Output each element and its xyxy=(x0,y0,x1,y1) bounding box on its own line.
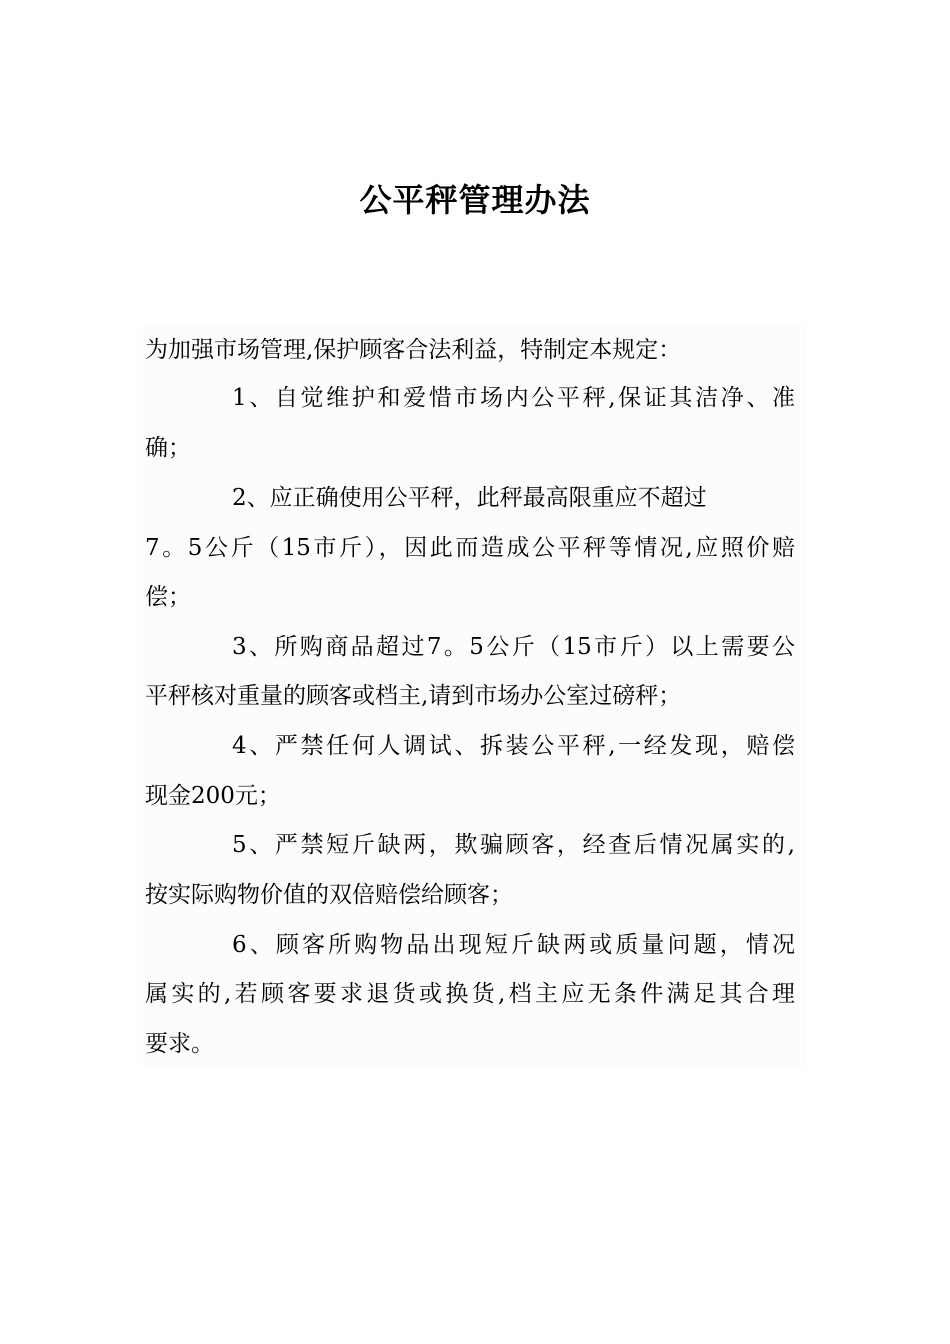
rule-5-line-2: 按实际购物价值的双倍赔偿给顾客； xyxy=(145,882,513,908)
rule-2-line-2: 7。5公斤（15市斤），因此而造成公平秤等情况,应照价赔 xyxy=(145,535,795,561)
rule-1-line-1: 1、自觉维护和爱惜市场内公平秤,保证其洁净、准 xyxy=(232,385,795,411)
rule-6-line-2: 属实的,若顾客要求退货或换货,档主应无条件满足其合理 xyxy=(145,981,795,1007)
rule-2-line-1: 2、应正确使用公平秤，此秤最高限重应不超过 xyxy=(232,485,707,511)
intro-paragraph: 为加强市场管理,保护顾客合法利益，特制定本规定： xyxy=(145,337,682,363)
rule-3-line-1: 3、所购商品超过7。5公斤（15市斤）以上需要公 xyxy=(232,634,795,660)
rule-1-line-2: 确； xyxy=(145,435,191,461)
rule-4-line-2: 现金200元； xyxy=(145,783,281,809)
rule-3-line-2: 平秤核对重量的顾客或档主,请到市场办公室过磅秤； xyxy=(145,683,682,709)
rule-4-line-1: 4、严禁任何人调试、拆装公平秤,一经发现，赔偿 xyxy=(232,733,795,759)
document-title: 公平秤管理办法 xyxy=(359,181,591,219)
rule-6-line-3: 要求。 xyxy=(145,1031,214,1057)
rule-6-line-1: 6、顾客所购物品出现短斤缺两或质量问题，情况 xyxy=(232,932,795,958)
rule-2-line-3: 偿； xyxy=(145,584,191,610)
rule-5-line-1: 5、严禁短斤缺两，欺骗顾客，经查后情况属实的, xyxy=(232,832,795,858)
